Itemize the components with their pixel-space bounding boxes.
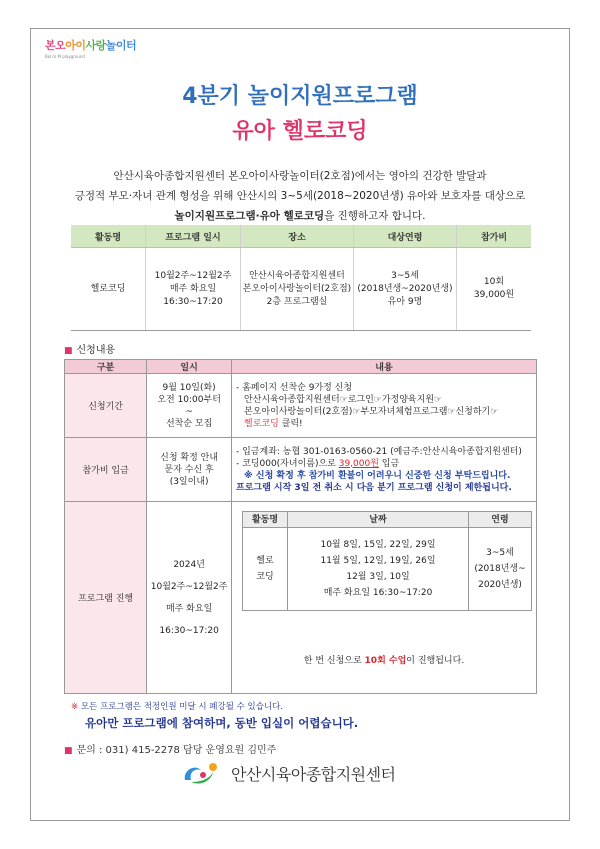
content-line: 본오아이사랑놀이터(2호점)☞부모자녀체험프로그램☞신청하기☞ — [244, 406, 499, 417]
footer-pre: 한 번 신청으로 — [303, 656, 365, 666]
dates-line: 12월 3일, 10일 — [346, 572, 410, 582]
highlight-program: 헬로코딩 — [244, 418, 279, 429]
center-name: 안산시육아종합지원센터 — [231, 764, 396, 784]
section-apply-text: 신청내용 — [76, 345, 116, 356]
inner-header-age: 연령 — [469, 512, 532, 528]
date-line: 16:30~17:20 — [159, 625, 219, 636]
summary-activity: 헬로코딩 — [71, 248, 146, 331]
child-only-note: 유아만 프로그램에 참여하며, 동반 입실이 어렵습니다. — [85, 716, 359, 730]
content-line — [236, 418, 532, 430]
date-line: 신청 확정 안내 — [160, 452, 219, 463]
intro-highlight: 놀이지원프로그램·유아 헬로코딩 — [174, 210, 325, 222]
program-footer — [236, 655, 532, 667]
dates-line: 10월 8일, 15일, 22일, 29일 — [320, 540, 436, 550]
content-line: 안산시육아종합지원센터☞로그인☞가정양육지원☞ — [244, 394, 443, 405]
inner-dates — [288, 528, 469, 611]
click-text: 클릭! — [278, 418, 303, 429]
center-logo — [181, 759, 396, 787]
sub-title: 유아 헬로코딩 — [232, 119, 368, 144]
dates-line: 매주 화요일 16:30~17:20 — [323, 588, 433, 598]
application-table — [64, 359, 537, 694]
payment-date — [147, 438, 232, 502]
cancel-warning: 프로그램 시작 3일 전 취소 시 다음 분기 프로그램 신청이 제한됩니다. — [236, 482, 512, 493]
logo-part4: 놀이터 — [105, 39, 137, 52]
playground-logo — [45, 37, 136, 59]
dates-line: 11월 5일, 12일, 19일, 26일 — [320, 556, 436, 566]
program-date — [147, 502, 232, 694]
inner-header-date: 날짜 — [288, 512, 469, 528]
payment-label: 참가비 입금 — [65, 438, 147, 502]
inner-header-activity: 활동명 — [243, 512, 288, 528]
date-line: ~ — [185, 406, 193, 417]
intro-line3-rest: 을 진행하고자 합니다. — [324, 210, 426, 222]
place-line: 2층 프로그램실 — [266, 296, 328, 307]
header-place: 장소 — [241, 225, 354, 248]
date-line: (3일이내) — [169, 476, 209, 487]
age-line: 3~5세 — [486, 548, 514, 558]
activity-line: 헬로 — [256, 556, 274, 566]
flyer-page — [30, 28, 570, 821]
date-line: 9월 10일(화) — [162, 382, 216, 393]
header-age: 대상연령 — [354, 225, 457, 248]
deposit-line — [236, 458, 532, 470]
header-category: 구분 — [65, 360, 147, 374]
intro-line2: 긍정적 부모·자녀 관계 형성을 위해 안산시의 3~5세(2018~2020년생) 유아와 보호자를 대상으로 — [74, 190, 526, 202]
square-bullet-icon: ■ — [64, 346, 73, 356]
place-line: 안산시육아종합지원센터 — [249, 270, 345, 281]
logo-subtitle: Bon'o M playground — [45, 54, 85, 59]
age-line: (2018년생~ — [474, 564, 526, 574]
header-date: 일시 — [147, 360, 232, 374]
deposit-post: 입금 — [378, 458, 400, 469]
summary-schedule — [146, 248, 241, 331]
inner-activity — [243, 528, 288, 611]
age-line: 유아 9명 — [387, 296, 423, 307]
center-emblem-icon — [181, 760, 225, 786]
header-activity: 활동명 — [71, 225, 146, 248]
period-date — [147, 374, 232, 438]
contact-info — [64, 741, 276, 756]
section-apply-label — [64, 341, 115, 356]
header-schedule: 프로그램 일시 — [146, 225, 241, 248]
period-content — [232, 374, 537, 438]
fee-line: 10회 — [483, 277, 505, 287]
content-line: - 홈페이지 선착순 9가정 신청 — [236, 382, 353, 393]
activity-line: 코딩 — [256, 572, 274, 582]
deposit-amount: 39,000원 — [338, 458, 379, 469]
footer-sessions: 10회 수업 — [364, 656, 407, 666]
logo-part1: 본오 — [45, 39, 66, 52]
schedule-line: 16:30~17:20 — [163, 296, 223, 307]
date-line: 매주 화요일 — [165, 603, 213, 614]
intro-text — [53, 166, 547, 226]
main-title: 4분기 놀이지원프로그램 — [182, 84, 418, 109]
summary-age — [354, 248, 457, 331]
program-label: 프로그램 진행 — [65, 502, 147, 694]
header-content: 내용 — [232, 360, 537, 374]
deposit-pre: - 코딩000(자녀이름)으로 — [236, 458, 339, 469]
intro-line1: 안산시육아종합지원센터 본오아이사랑놀이터(2호점)에서는 영아의 건강한 발달과 — [113, 170, 487, 182]
date-line: 2024년 — [173, 559, 205, 570]
inner-age — [469, 528, 532, 611]
header-fee: 참가비 — [457, 225, 532, 248]
closure-note — [71, 700, 283, 712]
date-line: 10월2주~12월2주 — [150, 581, 228, 592]
program-detail-table — [242, 511, 532, 611]
note1-text: 모든 프로그램은 적정인원 미달 시 폐강될 수 있습니다. — [78, 702, 284, 712]
period-label: 신청기간 — [65, 374, 147, 438]
program-summary-table — [71, 225, 531, 331]
note-mark: ※ — [71, 702, 79, 712]
summary-fee — [457, 248, 532, 331]
square-bullet-icon: ■ — [64, 746, 73, 756]
schedule-line: 10월2주~12월2주 — [154, 270, 232, 281]
age-line: (2018년생~2020년생) — [357, 283, 453, 294]
intro-line3 — [53, 206, 547, 226]
program-content — [232, 502, 537, 694]
date-line: 오전 10:00부터 — [157, 394, 221, 405]
footer-post: 이 진행됩니다. — [406, 656, 465, 666]
refund-warning: ※ 신청 확정 후 참가비 환불이 어려우니 신중한 신청 부탁드립니다. — [244, 470, 511, 481]
logo-part3: 사랑 — [85, 39, 106, 52]
date-line: 문자 수신 후 — [164, 464, 214, 475]
date-line: 선착순 모집 — [165, 418, 213, 429]
logo-part2: 아이 — [65, 39, 86, 52]
age-line: 2020년생) — [478, 580, 522, 590]
summary-place — [241, 248, 354, 331]
fee-line: 39,000원 — [473, 290, 515, 300]
contact-text: 문의 : 031) 415-2278 담당 운영요원 김민주 — [76, 745, 277, 756]
payment-content — [232, 438, 537, 502]
age-line: 3~5세 — [391, 270, 419, 281]
account-line: - 입금계좌: 농협 301-0163-0560-21 (예금주:안산시육아종합지원센터) — [236, 446, 522, 457]
schedule-line: 매주 화요일 — [169, 283, 217, 294]
place-line: 본오아이사랑놀이터(2호점) — [242, 283, 352, 294]
